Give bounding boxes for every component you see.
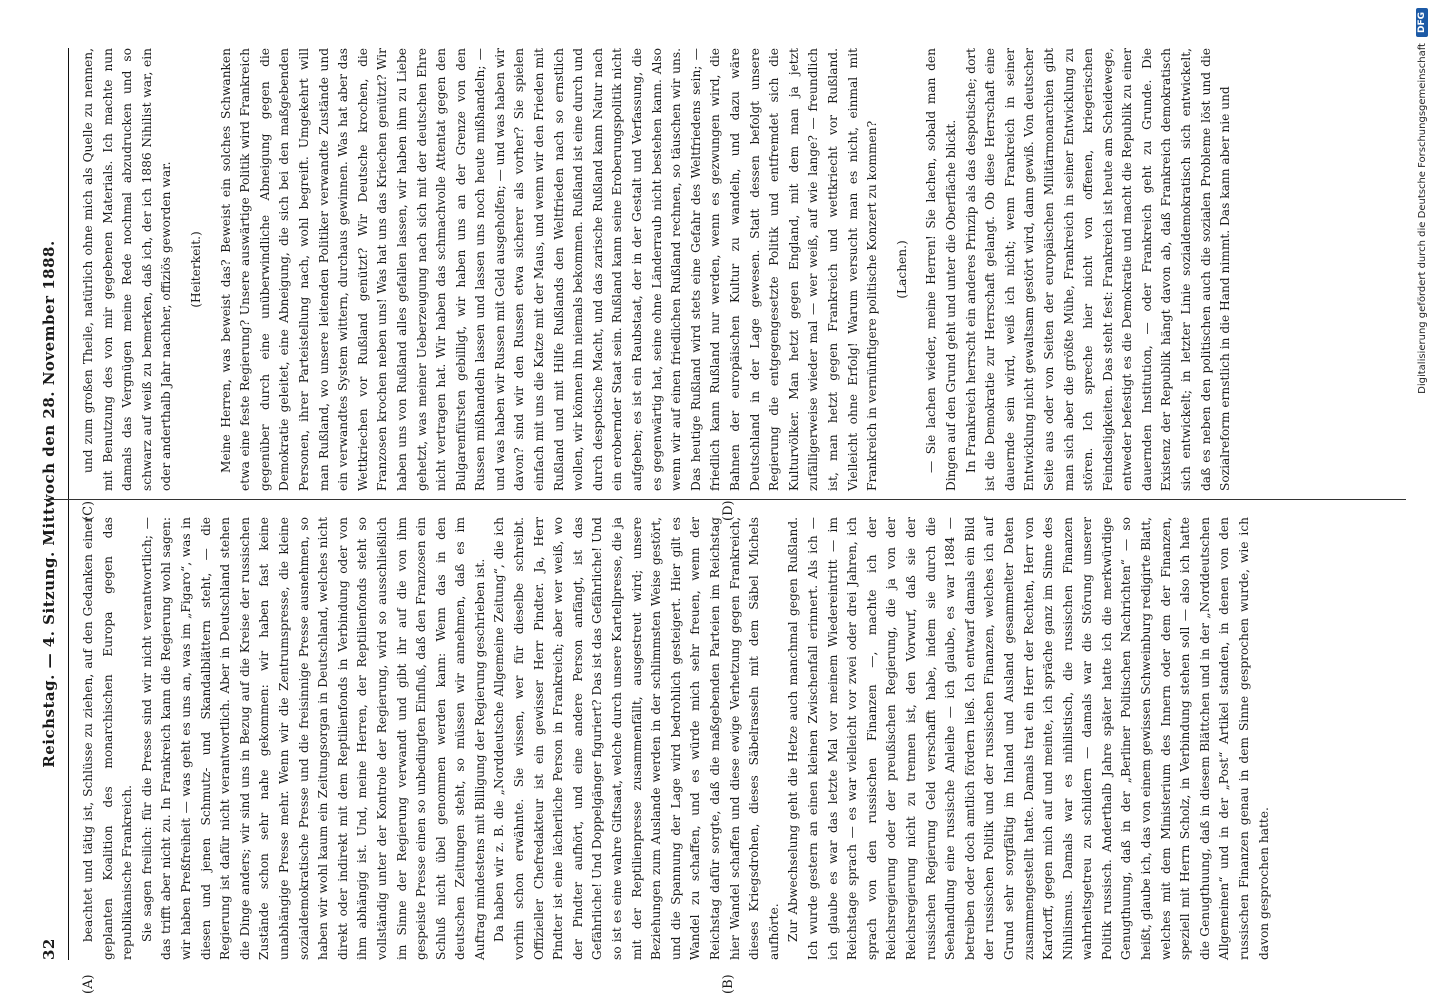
paragraph: In Frankreich herrscht ein anderes Prinzip als das despotische; dort ist die Demokratie zur Herrschaft gelangt. Ob diese Herrschaft eine dauernde sein wird, weiß ich nicht; wenn Frankreich in seiner Entwicklung nicht gewaltsam gestört wird, dann gewiß. Von deutscher Seite aus oder von Seiten der europäischen Militärmonarchien gibt man sich aber die größte Mühe, Frankreich in seiner Entwicklung zu stören. Ich spreche hier nicht von offenen, kriegerischen Feindseligkeiten. Das steht fest: Frankreich ist heute am Scheidewege, entweder befestigt es die Demokratie und macht die Republik zu einer dauernden Institution, — oder Frankreich geht zu Grunde. Die Existenz der Republik hängt davon ab, daß Frankreich demokratisch sich entwickelt; in letzter Linie sozialdemokratisch sich entwickelt, daß es neben den politischen auch die sozialen Probleme löst und die Sozialreform ernstlich in die Hand nimmt. Das kann aber nie und [963, 48, 1233, 491]
paragraph: Zur Abwechselung geht die Hetze auch manchmal gegen Rußland. Ich wurde gestern an einen kleinen Zwischenfall erinnert. Als ich — ich glaube es war das letzte Mal vor meinem Wiedereintritt — im Reichstage sprach — es war vielleicht vor zwei oder drei Jahren, ich sprach von den russischen Finanzen —, machte ich der Reichsregierung oder der preußischen Regierung, die ja von der Reichsregierung nicht zu trennen ist, den Vorwurf, daß sie der russischen Regierung Geld verschafft habe, indem sie durch die Seehandlung eine russische Anleihe — ich glaube, es war 1884 — betreiben oder doch amtlich fördern ließ. Ich entwarf damals ein Bild der russischen Politik und der russischen Finanzen, welches ich auf Grund sehr sorgfältig im Inland und Ausland gesammelter Daten zusammengestellt hatte. Damals trat ein Herr der Rechten, Herr von Kardorff, gegen mich auf und meinte, ich spräche ganz im Sinne des Nihilismus. Damals war es nihilistisch, die russischen Finanzen wahrheitsgetreu zu schildern — damals war die Störung unserer Politik russisch. Anderthalb Jahre später hatte ich die merkwürdige Genugthuung, daß in der „Berliner Politischen Nachrichten“ — so heißt, glaube ich, das von einem gewissen Schweinburg redigirte Blatt, welches mit dem Ministerium des Innern oder dem der Finanzen, speziell mit Herrn Scholz, in Verbindung stehen soll — also ich hatte die Genugthuung, daß in diesem Blättchen und in der „Norddeutschen Allgemeinen“ und in der „Post“ Artikel standen, in denen von den russischen Finanzen genau in dem Sinne gesprochen wurde, wie ich davon gesprochen hatte. [786, 517, 1271, 960]
text-columns [79, 48, 1409, 994]
interjection: (Lachen.) [894, 240, 909, 299]
dfg-logo: DFG [1416, 8, 1428, 37]
page-title: Reichstag. — 4. Sitzung. Mittwoch den 28. November 1888. [40, 240, 58, 768]
page-header [34, 48, 69, 960]
paragraph: — Sie lachen wieder, meine Herren! Sie lachen, sobald man den Dingen auf den Grund geht und unter die Oberfläche blickt. [924, 48, 958, 491]
paragraph: Meine Herren, was beweist das? Beweist ein solches Schwanken etwa eine feste Regierung? Unsere auswärtige Politik wird Frankreich gegenüber durch eine unüberwindliche Abneigung gegen die Demokratie geleitet, eine Abneigung, die sich bei den maßgebenden Personen, ihrer Parteistellung nach, wohl begreift. Umgekehrt will man Rußland, wo unsere leitenden Politiker verwandte Zustände und ein verwandtes System wittern, durchaus gewinnen. Was hat aber das Wettkriechen vor Rußland genützt? Wir Deutsche krochen, die Franzosen krochen neben uns! Was hat uns das Kriechen genützt? Wir haben uns von Rußland alles gefallen lassen, wir haben ihm zu Liebe gehetzt, was meiner Ueberzeugung nach sich mit der deutschen Ehre nicht vertragen hat. Wir haben das schmachvolle Attentat gegen den Bulgarenfürsten gebilligt, wir haben uns an der Grenze von den Russen mißhandeln lassen und lassen uns noch heute mißhandeln; — und was haben wir Russen mit Geld ausgeholfen; — und was haben wir davon? sind wir den Russen etwa sicherer als vorher? Sie spielen einfach mit uns die Katze mit der Maus, und wenn wir den Frieden mit Rußland und mit Hilfe Rußlands den Weltfrieden nach so ernstlich wollen, wir können ihn niemals bekommen. Rußland ist eine durch und durch despotische Macht, und das zarische Rußland kann Natur nach ein erobernder Staat sein. Rußland kann seine Eroberungspolitik nicht aufgeben; es ist ein Raubstaat, der in der Gestalt und Verfassung, die es gegenwärtig hat, seine ohne Länderraub nicht bestehen kann. Also wenn wir auf einen friedlichen Rußland rechnen, so täuschen wir uns. Das heutige Rußland wird stets eine Gefahr des Weltfriedens sein; — friedlich kann Rußland nur werden, wenn es gezwungen wird, die Bahnen der europäischen Kultur zu wandeln, und dazu wäre Deutschland in der Lage gewesen. Statt dessen befolgt unsere Regierung die entgegengesetzte Politik und entfremdet sich die Kulturvölker. Man hetzt gegen England, mit dem man ja jetzt zufälligerweise wieder mal — wer weiß, auf wie lange? — freundlich ist, man hetzt gegen Frankreich und wettkriecht vor Rußland. Vielleicht ohne Erfolg! Warum versucht man es nicht, einmal mit Frankreich in vernünftigere politische Konzert zu kommen? [218, 48, 880, 491]
credit-text: Digitalisierung gefördert durch die Deutsche Forschungsgemeinschaft [1416, 43, 1428, 394]
margin-letter-c: (C) [81, 500, 96, 521]
paragraph: beachtet und tätig ist, Schlüsse zu ziehen, auf den Gedanken einer geplanten Koalition des monarchischen Europa gegen das republikanische Frankreich. [81, 517, 135, 960]
paragraph: Da haben wir z. B. die „Norddeutsche Allgemeine Zeitung“, die ich vorhin schon erwähnte. Sie wissen, wer für dieselbe schreibt. Offizieller Chefredakteur ist ein gewisser Herr Pindter. Ja, Herr Pindter ist eine lächerliche Person in Frankreich; aber wer weiß, wo der Pindter aufhört, und eine andere Person anfängt, ist das Gefährliche! Und Doppelgänger figuriert? Das ist das Gefährliche! Und so ist es eine wahre Giftsaat, welche durch unsere Kartellpresse, die ja mit der Reptilienpresse zusammenfällt, ausgestreut wird; unsere Beziehungen zum Auslande werden in der schlimmsten Weise gestört, und die Spannung der Lage wird bedrohlich gesteigert. Hier gilt es Wandel zu schaffen, und es würde mich sehr freuen, wenn der Reichstag dafür sorgte, daß die maßgebenden Parteien im Reichstag hier Wandel schaffen und diese ewige Verhetzung gegen Frankreich, dieses Kriegsdrohen, dieses Säbelrasseln mit dem Säbel Michels aufhörte. [492, 517, 781, 960]
paragraph: und zum großen Theile, natürlich ohne mich als Quelle zu nennen, mit Benutzung des von mir gegebenen Materials. Ich machte nun damals das Vergnügen meine Rede nochmal abzudrucken und so schwarz auf weiß zu bemerken, daß ich, der ich 1886 Nihilist war, ein oder anderthalb Jahr nachher, offiziös geworden war. [81, 48, 174, 491]
margin-letter-b: (B) [721, 974, 736, 994]
column-left [79, 517, 1409, 994]
interjection: (Heiterkeit.) [188, 231, 203, 308]
page-number: 32 [40, 938, 58, 960]
paragraph: Sie sagen freilich: für die Presse sind wir nicht verantwortlich; — das trifft aber nicht zu. In Frankreich kann die Regierung wohl sagen: wir haben Preßfreiheit — was geht es uns an, was im „Figaro“, was in diesen und jenen Schmutz- und Skandalblättern steht, — die Regierung ist dafür nicht verantwortlich. Aber in Deutschland stehen die Dinge anders; wir sind uns in Bezug auf die Kreise der russischen Zustände schon sehr nahe gekommen: wir haben fast keine unabhängige Presse mehr. Wenn wir die Zentrumspresse, die kleine sozialdemokratische Presse und die freisinnige Presse ausnehmen, so haben wir wohl kaum ein Zeitungsorgan in Deutschland, welches nicht direkt oder indirekt mit dem Reptilienfonds in Verbindung oder von ihm abhängig ist. Und, meine Herren, der Reptilienfonds steht so vollständig unter der Kontrole der Regierung, wird so ausschließlich im Sinne der Regierung verwandt und gibt ihr auf die von ihm gespeiste Presse einen so unbedingten Einfluß, daß den Franzosen ein Schluß nicht übel genommen werden kann: Wenn das in den deutschen Zeitungen steht, so müssen wir annehmen, daß es im Auftrag mindestens mit Billigung der Regierung geschrieben ist. [139, 517, 487, 960]
digitization-credit [1416, 8, 1428, 394]
column-divider [44, 499, 1406, 500]
margin-letter-a: (A) [81, 974, 96, 994]
column-right [79, 48, 1409, 521]
margin-letter-d: (D) [721, 500, 736, 521]
